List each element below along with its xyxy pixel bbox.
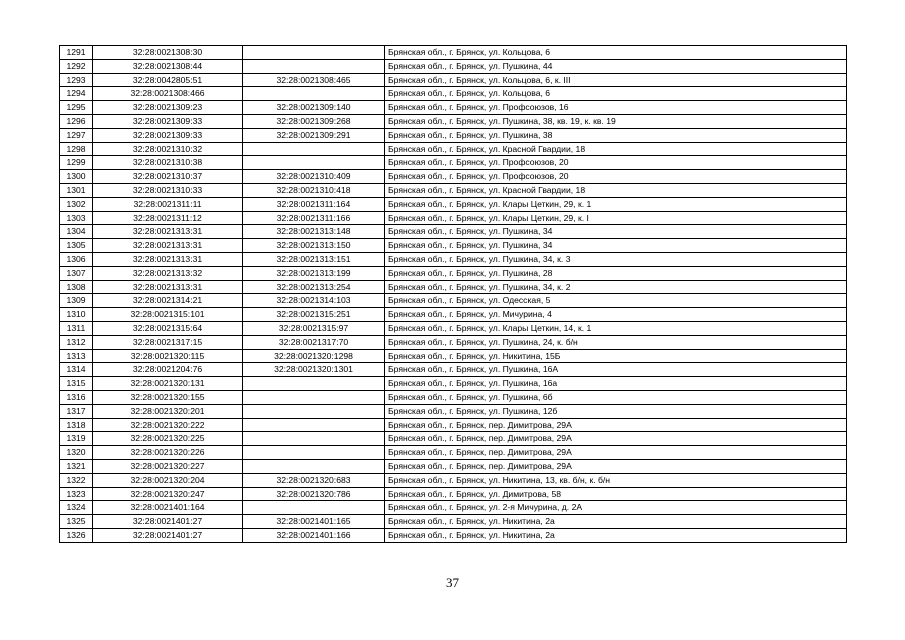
row-number-cell: 1313 (60, 349, 93, 363)
row-number-cell: 1298 (60, 142, 93, 156)
address-cell: Брянская обл., г. Брянск, ул. Красной Гвардии, 18 (385, 142, 847, 156)
land-cadastral-number-cell: 32:28:0021310:37 (93, 170, 243, 184)
land-cadastral-number-cell: 32:28:0021401:164 (93, 501, 243, 515)
address-cell: Брянская обл., г. Брянск, ул. Кольцова, 6 (385, 87, 847, 101)
address-cell: Брянская обл., г. Брянск, ул. Пушкина, 16а (385, 377, 847, 391)
building-cadastral-number-cell (243, 59, 385, 73)
building-cadastral-number-cell: 32:28:0021310:418 (243, 183, 385, 197)
address-cell: Брянская обл., г. Брянск, ул. Профсоюзов, 16 (385, 101, 847, 115)
address-cell: Брянская обл., г. Брянск, ул. Пушкина, 34 (385, 225, 847, 239)
building-cadastral-number-cell (243, 142, 385, 156)
land-cadastral-number-cell: 32:28:0021313:31 (93, 225, 243, 239)
address-cell: Брянская обл., г. Брянск, пер. Димитрова, 29А (385, 418, 847, 432)
land-cadastral-number-cell: 32:28:0021314:21 (93, 294, 243, 308)
land-cadastral-number-cell: 32:28:0021313:31 (93, 280, 243, 294)
row-number-cell: 1325 (60, 515, 93, 529)
row-number-cell: 1321 (60, 459, 93, 473)
address-cell: Брянская обл., г. Брянск, ул. Пушкина, 16А (385, 363, 847, 377)
row-number-cell: 1301 (60, 183, 93, 197)
row-number-cell: 1304 (60, 225, 93, 239)
building-cadastral-number-cell: 32:28:0021310:409 (243, 170, 385, 184)
building-cadastral-number-cell (243, 46, 385, 60)
row-number-cell: 1324 (60, 501, 93, 515)
table-row (60, 377, 847, 391)
table-row (60, 101, 847, 115)
land-cadastral-number-cell: 32:28:0021309:33 (93, 128, 243, 142)
building-cadastral-number-cell: 32:28:0021313:151 (243, 252, 385, 266)
address-cell: Брянская обл., г. Брянск, ул. Пушкина, 6б (385, 390, 847, 404)
table-row (60, 59, 847, 73)
table-row (60, 528, 847, 542)
address-cell: Брянская обл., г. Брянск, ул. Профсоюзов, 20 (385, 170, 847, 184)
land-cadastral-number-cell: 32:28:0021309:23 (93, 101, 243, 115)
row-number-cell: 1318 (60, 418, 93, 432)
row-number-cell: 1311 (60, 321, 93, 335)
row-number-cell: 1306 (60, 252, 93, 266)
building-cadastral-number-cell: 32:28:0021313:150 (243, 239, 385, 253)
table-row (60, 487, 847, 501)
building-cadastral-number-cell (243, 446, 385, 460)
address-cell: Брянская обл., г. Брянск, ул. Пушкина, 24, к. б/н (385, 335, 847, 349)
land-cadastral-number-cell: 32:28:0021320:201 (93, 404, 243, 418)
table-row (60, 87, 847, 101)
row-number-cell: 1295 (60, 101, 93, 115)
table-row (60, 73, 847, 87)
table-row (60, 128, 847, 142)
table-row (60, 239, 847, 253)
land-cadastral-number-cell: 32:28:0021401:27 (93, 515, 243, 529)
table-row (60, 170, 847, 184)
table-row (60, 349, 847, 363)
land-cadastral-number-cell: 32:28:0021311:12 (93, 211, 243, 225)
building-cadastral-number-cell (243, 404, 385, 418)
address-cell: Брянская обл., г. Брянск, ул. Никитина, 2а (385, 528, 847, 542)
building-cadastral-number-cell: 32:28:0021320:1301 (243, 363, 385, 377)
land-cadastral-number-cell: 32:28:0021311:11 (93, 197, 243, 211)
land-cadastral-number-cell: 32:28:0021315:64 (93, 321, 243, 335)
row-number-cell: 1299 (60, 156, 93, 170)
table-row (60, 335, 847, 349)
address-cell: Брянская обл., г. Брянск, ул. Пушкина, 38 (385, 128, 847, 142)
table-row (60, 197, 847, 211)
address-cell: Брянская обл., г. Брянск, ул. Одесская, 5 (385, 294, 847, 308)
address-cell: Брянская обл., г. Брянск, ул. 2-я Мичурина, д. 2А (385, 501, 847, 515)
address-cell: Брянская обл., г. Брянск, ул. Пушкина, 28 (385, 266, 847, 280)
address-cell: Брянская обл., г. Брянск, ул. Клары Цеткин, 29, к. I (385, 211, 847, 225)
table-row (60, 390, 847, 404)
table-row (60, 404, 847, 418)
row-number-cell: 1293 (60, 73, 93, 87)
address-cell: Брянская обл., г. Брянск, ул. Клары Цеткин, 29, к. 1 (385, 197, 847, 211)
land-cadastral-number-cell: 32:28:0021310:38 (93, 156, 243, 170)
table-row (60, 280, 847, 294)
land-cadastral-number-cell: 32:28:0021320:204 (93, 473, 243, 487)
land-cadastral-number-cell: 32:28:0021315:101 (93, 308, 243, 322)
building-cadastral-number-cell: 32:28:0021311:166 (243, 211, 385, 225)
address-cell: Брянская обл., г. Брянск, ул. Красной Гвардии, 18 (385, 183, 847, 197)
row-number-cell: 1300 (60, 170, 93, 184)
row-number-cell: 1310 (60, 308, 93, 322)
table-row (60, 515, 847, 529)
building-cadastral-number-cell (243, 390, 385, 404)
building-cadastral-number-cell: 32:28:0021320:786 (243, 487, 385, 501)
land-cadastral-number-cell: 32:28:0021309:33 (93, 114, 243, 128)
row-number-cell: 1305 (60, 239, 93, 253)
building-cadastral-number-cell (243, 156, 385, 170)
table-row (60, 46, 847, 60)
table-row (60, 473, 847, 487)
registry-table-body (60, 46, 847, 543)
address-cell: Брянская обл., г. Брянск, ул. Кольцова, 6 (385, 46, 847, 60)
table-row (60, 211, 847, 225)
land-cadastral-number-cell: 32:28:0021313:32 (93, 266, 243, 280)
land-cadastral-number-cell: 32:28:0021320:227 (93, 459, 243, 473)
building-cadastral-number-cell (243, 418, 385, 432)
building-cadastral-number-cell (243, 432, 385, 446)
land-cadastral-number-cell: 32:28:0021320:247 (93, 487, 243, 501)
table-row (60, 308, 847, 322)
row-number-cell: 1317 (60, 404, 93, 418)
land-cadastral-number-cell: 32:28:0021317:15 (93, 335, 243, 349)
building-cadastral-number-cell (243, 501, 385, 515)
land-cadastral-number-cell: 32:28:0021320:131 (93, 377, 243, 391)
building-cadastral-number-cell: 32:28:0021308:465 (243, 73, 385, 87)
building-cadastral-number-cell: 32:28:0021309:291 (243, 128, 385, 142)
land-cadastral-number-cell: 32:28:0021308:466 (93, 87, 243, 101)
table-row (60, 142, 847, 156)
table-row (60, 363, 847, 377)
table-row (60, 252, 847, 266)
building-cadastral-number-cell: 32:28:0021320:683 (243, 473, 385, 487)
row-number-cell: 1323 (60, 487, 93, 501)
row-number-cell: 1308 (60, 280, 93, 294)
address-cell: Брянская обл., г. Брянск, ул. Кольцова, 6, к. III (385, 73, 847, 87)
row-number-cell: 1307 (60, 266, 93, 280)
row-number-cell: 1312 (60, 335, 93, 349)
land-cadastral-number-cell: 32:28:0021320:222 (93, 418, 243, 432)
row-number-cell: 1316 (60, 390, 93, 404)
table-row (60, 446, 847, 460)
land-cadastral-number-cell: 32:28:0021310:32 (93, 142, 243, 156)
building-cadastral-number-cell: 32:28:0021315:97 (243, 321, 385, 335)
table-row (60, 156, 847, 170)
land-cadastral-number-cell: 32:28:0021308:44 (93, 59, 243, 73)
address-cell: Брянская обл., г. Брянск, ул. Пушкина, 34, к. 2 (385, 280, 847, 294)
address-cell: Брянская обл., г. Брянск, пер. Димитрова, 29А (385, 432, 847, 446)
land-cadastral-number-cell: 32:28:0021308:30 (93, 46, 243, 60)
address-cell: Брянская обл., г. Брянск, ул. Мичурина, 4 (385, 308, 847, 322)
address-cell: Брянская обл., г. Брянск, ул. Пушкина, 38, кв. 19, к. кв. 19 (385, 114, 847, 128)
table-row (60, 418, 847, 432)
land-cadastral-number-cell: 32:28:0021320:155 (93, 390, 243, 404)
row-number-cell: 1319 (60, 432, 93, 446)
row-number-cell: 1314 (60, 363, 93, 377)
table-row (60, 225, 847, 239)
address-cell: Брянская обл., г. Брянск, ул. Профсоюзов, 20 (385, 156, 847, 170)
building-cadastral-number-cell: 32:28:0021313:199 (243, 266, 385, 280)
building-cadastral-number-cell: 32:28:0021401:165 (243, 515, 385, 529)
table-row (60, 501, 847, 515)
building-cadastral-number-cell (243, 87, 385, 101)
address-cell: Брянская обл., г. Брянск, ул. Димитрова, 58 (385, 487, 847, 501)
table-row (60, 294, 847, 308)
table-row (60, 459, 847, 473)
address-cell: Брянская обл., г. Брянск, ул. Никитина, 2а (385, 515, 847, 529)
row-number-cell: 1297 (60, 128, 93, 142)
address-cell: Брянская обл., г. Брянск, ул. Пушкина, 12б (385, 404, 847, 418)
address-cell: Брянская обл., г. Брянск, пер. Димитрова, 29А (385, 446, 847, 460)
building-cadastral-number-cell: 32:28:0021317:70 (243, 335, 385, 349)
building-cadastral-number-cell: 32:28:0021401:166 (243, 528, 385, 542)
row-number-cell: 1294 (60, 87, 93, 101)
row-number-cell: 1302 (60, 197, 93, 211)
building-cadastral-number-cell: 32:28:0021320:1298 (243, 349, 385, 363)
address-cell: Брянская обл., г. Брянск, ул. Никитина, 13, кв. б/н, к. б/н (385, 473, 847, 487)
building-cadastral-number-cell: 32:28:0021309:268 (243, 114, 385, 128)
address-cell: Брянская обл., г. Брянск, ул. Пушкина, 44 (385, 59, 847, 73)
land-cadastral-number-cell: 32:28:0042805:51 (93, 73, 243, 87)
building-cadastral-number-cell (243, 459, 385, 473)
table-row (60, 432, 847, 446)
registry-table (59, 45, 847, 543)
address-cell: Брянская обл., г. Брянск, ул. Пушкина, 34 (385, 239, 847, 253)
row-number-cell: 1309 (60, 294, 93, 308)
row-number-cell: 1326 (60, 528, 93, 542)
building-cadastral-number-cell: 32:28:0021313:148 (243, 225, 385, 239)
table-row (60, 114, 847, 128)
land-cadastral-number-cell: 32:28:0021310:33 (93, 183, 243, 197)
row-number-cell: 1296 (60, 114, 93, 128)
row-number-cell: 1322 (60, 473, 93, 487)
table-row (60, 266, 847, 280)
table-row (60, 183, 847, 197)
land-cadastral-number-cell: 32:28:0021204:76 (93, 363, 243, 377)
land-cadastral-number-cell: 32:28:0021320:226 (93, 446, 243, 460)
address-cell: Брянская обл., г. Брянск, ул. Клары Цеткин, 14, к. 1 (385, 321, 847, 335)
table-row (60, 321, 847, 335)
row-number-cell: 1291 (60, 46, 93, 60)
row-number-cell: 1320 (60, 446, 93, 460)
address-cell: Брянская обл., г. Брянск, пер. Димитрова, 29А (385, 459, 847, 473)
land-cadastral-number-cell: 32:28:0021320:225 (93, 432, 243, 446)
row-number-cell: 1315 (60, 377, 93, 391)
building-cadastral-number-cell (243, 377, 385, 391)
land-cadastral-number-cell: 32:28:0021320:115 (93, 349, 243, 363)
building-cadastral-number-cell: 32:28:0021314:103 (243, 294, 385, 308)
page-number: 37 (446, 575, 459, 590)
land-cadastral-number-cell: 32:28:0021313:31 (93, 252, 243, 266)
row-number-cell: 1303 (60, 211, 93, 225)
address-cell: Брянская обл., г. Брянск, ул. Пушкина, 34, к. 3 (385, 252, 847, 266)
building-cadastral-number-cell: 32:28:0021313:254 (243, 280, 385, 294)
building-cadastral-number-cell: 32:28:0021309:140 (243, 101, 385, 115)
land-cadastral-number-cell: 32:28:0021313:31 (93, 239, 243, 253)
building-cadastral-number-cell: 32:28:0021315:251 (243, 308, 385, 322)
building-cadastral-number-cell: 32:28:0021311:164 (243, 197, 385, 211)
address-cell: Брянская обл., г. Брянск, ул. Никитина, 15Б (385, 349, 847, 363)
row-number-cell: 1292 (60, 59, 93, 73)
land-cadastral-number-cell: 32:28:0021401:27 (93, 528, 243, 542)
